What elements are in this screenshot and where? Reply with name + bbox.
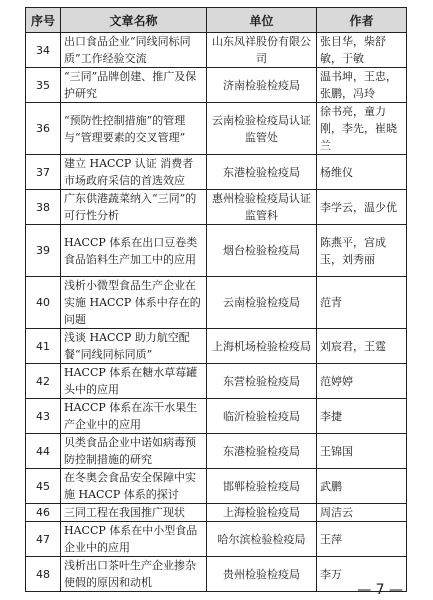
- row-title: 在冬奥会食品安全保障中实施 HACCP 体系的探讨: [61, 469, 207, 504]
- row-title: HACCP 体系在中小型食品企业中的应用: [61, 522, 207, 557]
- table-row: [26, 364, 407, 399]
- row-author: 周洁云: [317, 504, 407, 522]
- row-number: 35: [26, 68, 61, 103]
- table-row: [26, 399, 407, 434]
- row-unit: 云南检验检疫局认证监管处: [207, 103, 317, 155]
- row-unit: 云南检验检疫局: [207, 277, 317, 329]
- row-author: 李捷: [317, 399, 407, 434]
- table-row: [26, 33, 407, 68]
- row-author: 范婷婷: [317, 364, 407, 399]
- row-author: 李万: [317, 557, 407, 592]
- row-title: 浅析出口茶叶生产企业掺杂使假的原因和动机: [61, 557, 207, 592]
- row-unit: 东港检验检疫局: [207, 155, 317, 190]
- row-unit: 惠州检验检疫局认证监管科: [207, 190, 317, 225]
- header-number: 序号: [26, 8, 61, 33]
- row-author: 刘宸君，王霆: [317, 329, 407, 364]
- row-unit: 山东凤祥股份有限公司: [207, 33, 317, 68]
- table-row: [26, 103, 407, 155]
- table-row: [26, 557, 407, 592]
- row-number: 34: [26, 33, 61, 68]
- row-number: 37: [26, 155, 61, 190]
- table-header-row: [26, 8, 407, 33]
- row-author: 温书坤，王忠，张鹏，冯玲: [317, 68, 407, 103]
- row-title: HACCP 体系在冻干水果生产企业中的应用: [61, 399, 207, 434]
- row-author: 王锦国: [317, 434, 407, 469]
- row-unit: 烟台检验检疫局: [207, 225, 317, 277]
- row-number: 39: [26, 225, 61, 277]
- table-row: [26, 469, 407, 504]
- table-row: [26, 434, 407, 469]
- row-unit: 东营检验检疫局: [207, 364, 317, 399]
- row-author: 陈燕平，宫成玉，刘秀丽: [317, 225, 407, 277]
- row-title: 建立 HACCP 认证 消费者市场政府采信的首选效应: [61, 155, 207, 190]
- row-title: “三同”品牌创建、推广及保护研究: [61, 68, 207, 103]
- row-number: 45: [26, 469, 61, 504]
- header-author: 作者: [317, 8, 407, 33]
- table-row: [26, 190, 407, 225]
- row-number: 41: [26, 329, 61, 364]
- row-unit: 上海机场检验检疫局: [207, 329, 317, 364]
- row-number: 36: [26, 103, 61, 155]
- header-title: 文章名称: [61, 8, 207, 33]
- row-unit: 济南检验检疫局: [207, 68, 317, 103]
- page-number: — 7 —: [357, 582, 403, 598]
- table-row: [26, 155, 407, 190]
- table-row: [26, 504, 407, 522]
- header-unit: 单位: [207, 8, 317, 33]
- row-author: 范青: [317, 277, 407, 329]
- row-number: 40: [26, 277, 61, 329]
- row-title: “预防性控制措施”的管理与“管理要素的交叉管理”: [61, 103, 207, 155]
- row-title: 三同工程在我国推广现状: [61, 504, 207, 522]
- row-unit: 临沂检验检疫局: [207, 399, 317, 434]
- article-table: [25, 7, 407, 592]
- table-row: [26, 522, 407, 557]
- row-author: 王萍: [317, 522, 407, 557]
- row-title: HACCP 体系在糖水草莓罐头中的应用: [61, 364, 207, 399]
- row-title: 贝类食品企业中诺如病毒预防控制措施的研究: [61, 434, 207, 469]
- row-number: 43: [26, 399, 61, 434]
- row-number: 46: [26, 504, 61, 522]
- row-number: 38: [26, 190, 61, 225]
- row-unit: 哈尔滨检验检疫局: [207, 522, 317, 557]
- row-number: 42: [26, 364, 61, 399]
- row-title: HACCP 体系在出口豆卷类食品馅料生产加工中的应用: [61, 225, 207, 277]
- row-number: 48: [26, 557, 61, 592]
- row-author: 徐书亮，童力刚，李先，崔晓兰: [317, 103, 407, 155]
- row-number: 47: [26, 522, 61, 557]
- row-unit: 上海检验检疫局: [207, 504, 317, 522]
- row-unit: 贵州检验检疫局: [207, 557, 317, 592]
- table-row: [26, 277, 407, 329]
- row-author: 李学云，温少优: [317, 190, 407, 225]
- row-unit: 邯郸检验检疫局: [207, 469, 317, 504]
- row-title: 广东供港蔬菜纳入“三同”的可行性分析: [61, 190, 207, 225]
- row-author: 杨维仪: [317, 155, 407, 190]
- row-number: 44: [26, 434, 61, 469]
- row-title: 浅析小微型食品生产企业在实施 HACCP 体系中存在的问题: [61, 277, 207, 329]
- table-row: [26, 225, 407, 277]
- row-author: 武鹏: [317, 469, 407, 504]
- row-author: 张目华，柴舒敏，于敏: [317, 33, 407, 68]
- row-title: 出口食品企业“同线同标同质”工作经验交流: [61, 33, 207, 68]
- row-unit: 东港检验检疫局: [207, 434, 317, 469]
- table-row: [26, 68, 407, 103]
- table-row: [26, 329, 407, 364]
- row-title: 浅谈 HACCP 助力航空配餐“同线同标同质”: [61, 329, 207, 364]
